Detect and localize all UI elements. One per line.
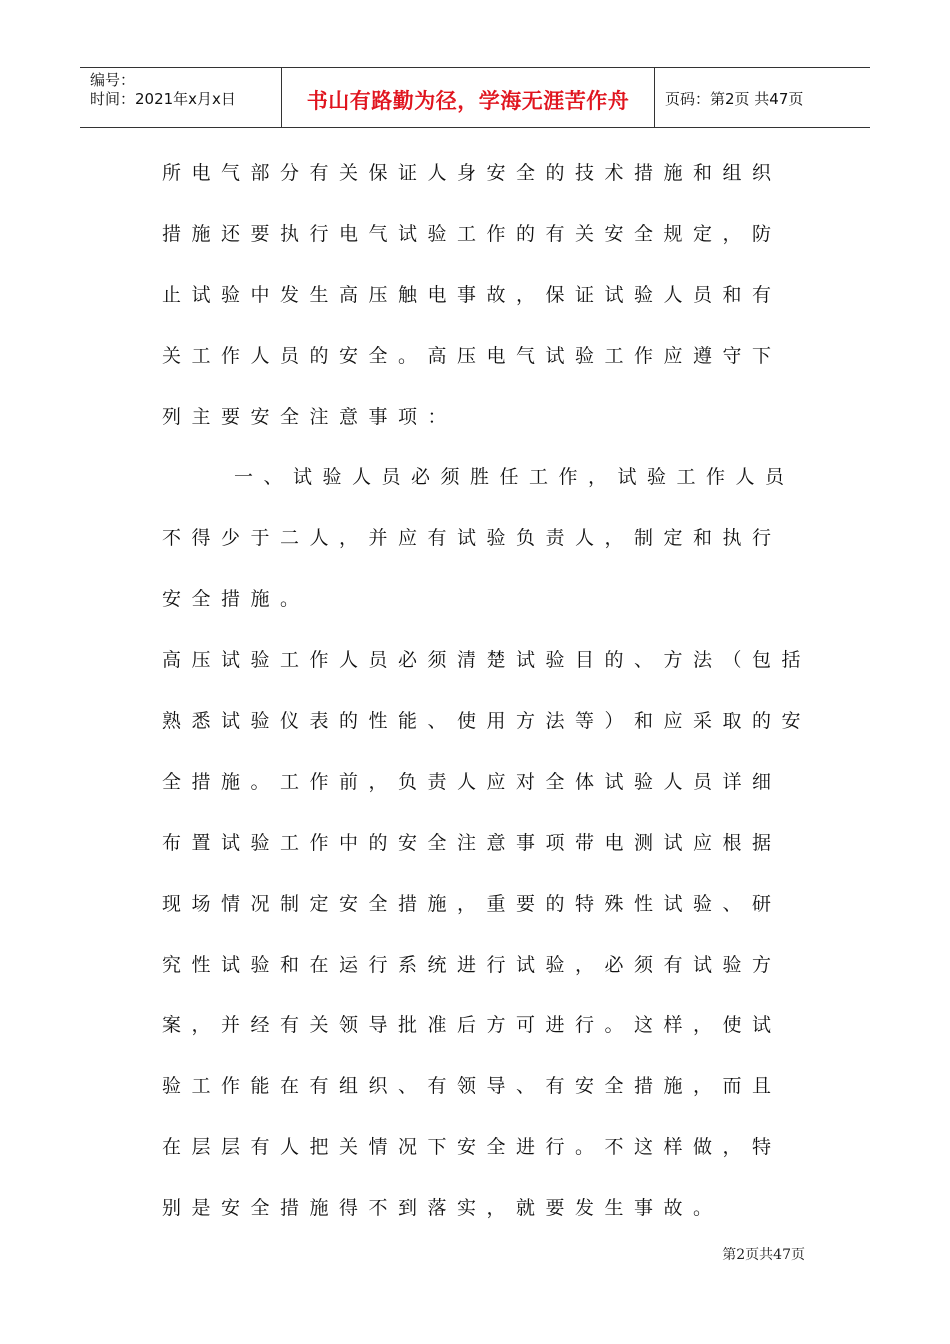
text-line: 不得少于二人，并应有试验负责人，制定和执行	[162, 527, 782, 550]
document-body	[162, 147, 812, 1243]
text-line: 列主要安全注意事项：	[162, 405, 458, 428]
text-line: 熟悉试验仪表的性能、使用方法等）和应采取的安	[162, 710, 812, 733]
text-line: 在层层有人把关情况下安全进行。不这样做，特	[162, 1136, 782, 1159]
text-line: 究性试验和在运行系统进行试验，必须有试验方	[162, 953, 782, 976]
document-number-label: 编号：	[90, 71, 136, 89]
header-motto: 书山有路勤为径，学海无涯苦作舟	[306, 88, 630, 113]
text-line: 止试验中发生高压触电事故，保证试验人员和有	[162, 283, 782, 306]
text-line: 案，并经有关领导批准后方可进行。这样，使试	[162, 1014, 782, 1037]
text-line: 安全措施。	[162, 588, 310, 611]
text-line: 现场情况制定安全措施，重要的特殊性试验、研	[162, 892, 782, 915]
header-page-cell	[655, 68, 870, 127]
text-line: 措施还要执行电气试验工作的有关安全规定，防	[162, 222, 782, 245]
text-line: 所电气部分有关保证人身安全的技术措施和组织	[162, 162, 782, 184]
page-header	[80, 67, 870, 128]
text-line: 全措施。工作前，负责人应对全体试验人员详细	[162, 770, 782, 793]
text-line: 别是安全措施得不到落实，就要发生事故。	[162, 1197, 723, 1220]
text-line: 高压试验工作人员必须清楚试验目的、方法（包括	[162, 649, 812, 672]
text-line: 验工作能在有组织、有领导、有安全措施，而且	[162, 1075, 782, 1098]
text-line: 布置试验工作中的安全注意事项带电测试应根据	[162, 831, 782, 854]
page-footer: 第2页共47页	[722, 1247, 805, 1263]
header-motto-cell	[282, 68, 655, 127]
text-line: 关工作人员的安全。高压电气试验工作应遵守下	[162, 344, 782, 367]
document-date: 时间：2021年x月x日	[90, 90, 236, 108]
text-line-indented: 一、试验人员必须胜任工作，试验工作人员	[234, 466, 795, 489]
header-page-info: 页码：第2页 共47页	[665, 90, 804, 108]
header-meta	[80, 68, 282, 127]
